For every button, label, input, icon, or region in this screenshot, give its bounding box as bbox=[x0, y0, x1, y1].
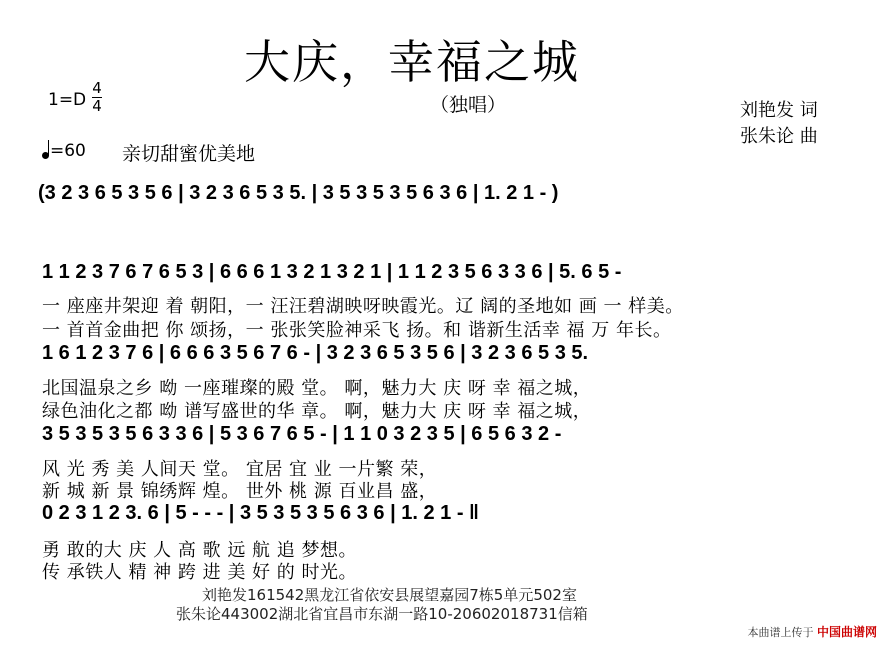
lyric-line-7: 勇 敢的大 庆 人 高 歌 远 航 追 梦想。 bbox=[42, 540, 357, 561]
watermark bbox=[747, 623, 877, 640]
time-signature-top: 4 bbox=[92, 79, 102, 97]
staff-4-notes: 3 5 3 5 3 5 6 3 3 6 | 5 3 6 7 6 5 - | 1 1 0 3 2 3 5 | 6 5 6 3 2 - bbox=[42, 423, 562, 445]
watermark-text: 本曲谱上传于 bbox=[747, 626, 814, 639]
staff-5 bbox=[38, 496, 858, 532]
footer-address-2: 张朱论443002湖北省宜昌市东湖一路10-20602018731信箱 bbox=[176, 605, 588, 623]
staff-4 bbox=[38, 417, 858, 453]
quarter-note-icon bbox=[42, 152, 49, 159]
staff-2-notes: 1 1 2 3 7 6 7 6 5 3 | 6 6 6 1 3 2 1 3 2 1 | 1 1 2 3 5 6 3 3 6 | 5. 6 5 - bbox=[42, 261, 622, 283]
footer-address-1: 刘艳发161542黑龙江省依安县展望嘉园7栋5单元502室 bbox=[202, 586, 577, 604]
lyric-line-8: 传 承铁人 精 神 跨 进 美 好 的 时光。 bbox=[42, 562, 357, 583]
lyricist-credit: 刘艳发 词 bbox=[740, 100, 818, 121]
composer-credit: 张朱论 曲 bbox=[740, 126, 818, 147]
song-subtitle: （独唱） bbox=[430, 94, 507, 116]
staff-5-notes: 0 2 3 1 2 3. 6 | 5 - - - | 3 5 3 5 3 5 6 3 6 | 1. 2 1 - ‖ bbox=[42, 502, 479, 524]
staff-3-notes: 1 6 1 2 3 7 6 | 6 6 6 3 5 6 7 6 - | 3 2 3 6 5 3 5 6 | 3 2 3 6 5 3 5. bbox=[42, 342, 589, 364]
staff-1 bbox=[38, 176, 858, 212]
staff-3 bbox=[38, 336, 858, 372]
staff-2 bbox=[38, 255, 858, 291]
site-logo: 中国曲谱网 bbox=[816, 625, 877, 639]
tempo-marking bbox=[42, 141, 86, 161]
lyric-line-2: 一 首首金曲把 你 颂扬，一 张张笑脸神采飞 扬。和 谐新生活幸 福 万 年长。 bbox=[42, 320, 672, 341]
staff-1-notes: (3 2 3 6 5 3 5 6 | 3 2 3 6 5 3 5. | 3 5 3 5 3 5 6 3 6 | 1. 2 1 - ) bbox=[38, 182, 559, 204]
lyric-line-3: 北国温泉之乡 呦 一座璀璨的殿 堂。 啊，魅力大 庆 呀 幸 福之城， bbox=[42, 378, 592, 399]
lyric-line-1: 一 座座井架迎 着 朝阳，一 汪汪碧湖映呀映霞光。辽 阔的圣地如 画 一 样美。 bbox=[42, 296, 684, 317]
time-signature bbox=[92, 80, 102, 115]
tempo-value: =60 bbox=[50, 141, 86, 161]
lyric-line-6: 新 城 新 景 锦绣辉 煌。 世外 桃 源 百业昌 盛， bbox=[42, 481, 438, 502]
time-signature-bottom: 4 bbox=[92, 97, 102, 115]
credits bbox=[740, 98, 818, 150]
key-signature: 1=D bbox=[48, 90, 87, 110]
lyric-line-5: 风 光 秀 美 人间天 堂。 宜居 宜 业 一片繁 荣， bbox=[42, 459, 438, 480]
lyric-line-4: 绿色油化之都 呦 谱写盛世的华 章。 啊，魅力大 庆 呀 幸 福之城， bbox=[42, 401, 592, 422]
song-title: 大庆，幸福之城 bbox=[244, 35, 580, 89]
expression-marking: 亲切甜蜜优美地 bbox=[122, 143, 256, 165]
